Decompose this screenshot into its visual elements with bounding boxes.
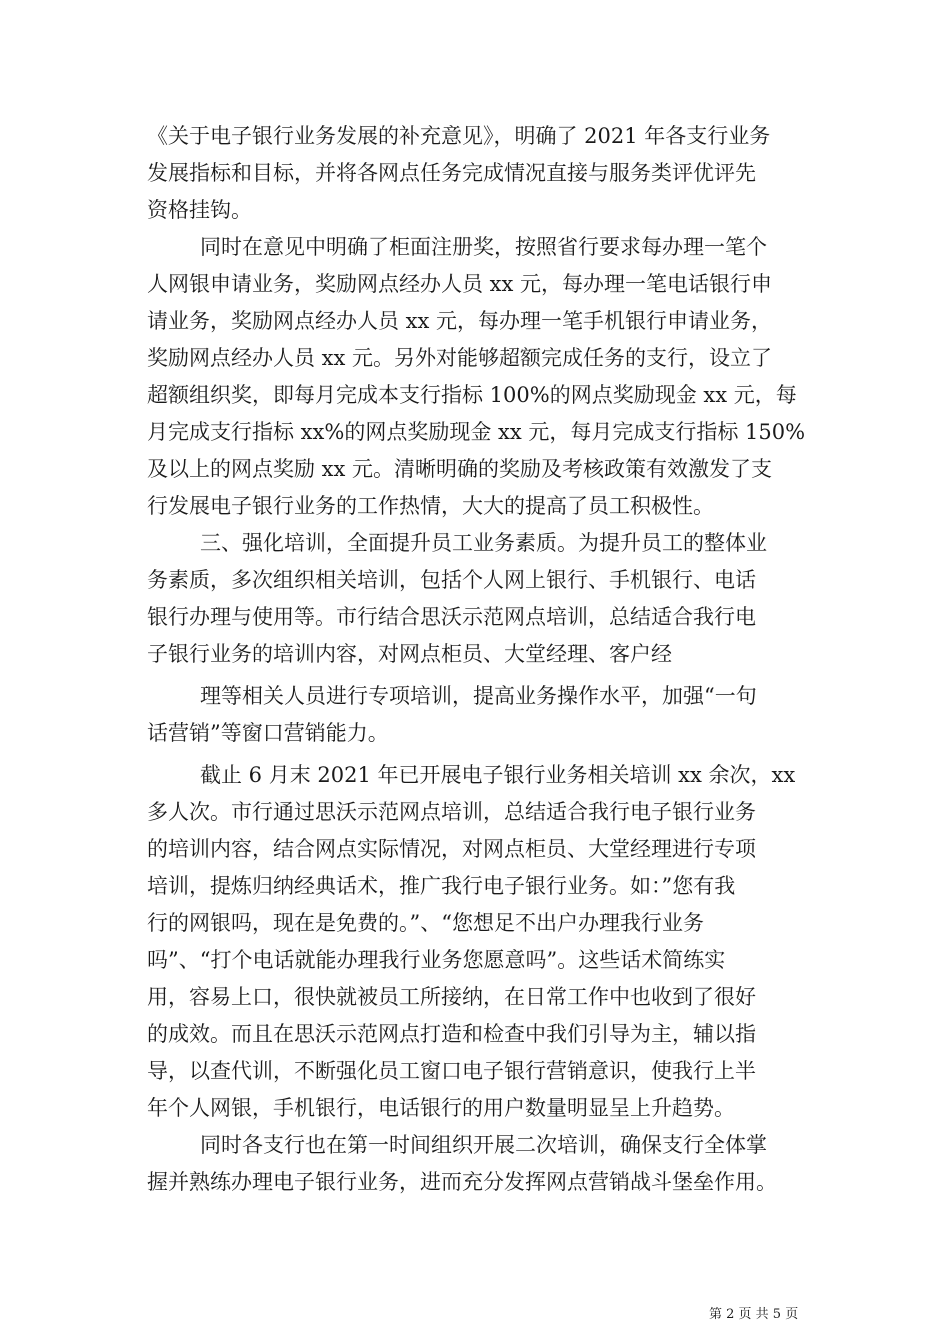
text-line: 吗”、“打个电话就能办理我行业务您愿意吗”。这些话术简练实 — [147, 948, 726, 972]
text-line: 人网银申请业务，奖励网点经办人员 xx 元，每办理一笔电话银行申 — [147, 272, 773, 296]
text-line: 话营销”等窗口营销能力。 — [147, 721, 389, 745]
text-line: 及以上的网点奖励 xx 元。清晰明确的奖励及考核政策有效激发了支 — [147, 457, 773, 481]
paragraph-start-line: 截止 6 月末 2021 年已开展电子银行业务相关培训 xx 余次，xx — [200, 763, 796, 787]
paragraph-start-line: 同时各支行也在第一时间组织开展二次培训，确保支行全体掌 — [200, 1133, 767, 1157]
text-line: 子银行业务的培训内容，对网点柜员、大堂经理、客户经 — [147, 642, 672, 666]
text-line: 超额组织奖，即每月完成本支行指标 100%的网点奖励现金 xx 元，每 — [147, 383, 797, 407]
text-line: 《关于电子银行业务发展的补充意见》，明确了 2021 年各支行业务 — [147, 124, 771, 148]
text-line: 资格挂钩。 — [147, 198, 252, 222]
text-line: 请业务，奖励网点经办人员 xx 元，每办理一笔手机银行申请业务， — [147, 309, 773, 333]
text-line: 握并熟练办理电子银行业务，进而充分发挥网点营销战斗堡垒作用。 — [147, 1170, 777, 1194]
section-heading-line: 三、强化培训，全面提升员工业务素质。为提升员工的整体业 — [200, 531, 767, 555]
text-line: 行的网银吗，现在是免费的。”、“您想足不出户办理我行业务 — [147, 911, 704, 935]
text-line: 务素质，多次组织相关培训，包括个人网上银行、手机银行、电话 — [147, 568, 756, 592]
text-line: 年个人网银，手机银行，电话银行的用户数量明显呈上升趋势。 — [147, 1096, 735, 1120]
text-line: 发展指标和目标，并将各网点任务完成情况直接与服务类评优评先 — [147, 161, 756, 185]
text-line: 的培训内容，结合网点实际情况，对网点柜员、大堂经理进行专项 — [147, 837, 756, 861]
text-line: 银行办理与使用等。市行结合思沃示范网点培训，总结适合我行电 — [147, 605, 756, 629]
text-line: 用，容易上口，很快就被员工所接纳，在日常工作中也收到了很好 — [147, 985, 756, 1009]
text-line: 的成效。而且在思沃示范网点打造和检查中我们引导为主，辅以指 — [147, 1022, 756, 1046]
text-line: 多人次。市行通过思沃示范网点培训，总结适合我行电子银行业务 — [147, 800, 756, 824]
text-line: 培训，提炼归纳经典话术，推广我行电子银行业务。如：”您有我 — [147, 874, 736, 898]
paragraph-start-line: 理等相关人员进行专项培训，提高业务操作水平，加强“一句 — [200, 684, 757, 708]
text-line: 行发展电子银行业务的工作热情，大大的提高了员工积极性。 — [147, 494, 714, 518]
text-line: 奖励网点经办人员 xx 元。另外对能够超额完成任务的支行，设立了 — [147, 346, 773, 370]
page-number-footer: 第 2 页 共 5 页 — [709, 1307, 799, 1322]
paragraph-start-line: 同时在意见中明确了柜面注册奖，按照省行要求每办理一笔个 — [200, 235, 767, 259]
text-line: 导，以查代训，不断强化员工窗口电子银行营销意识，使我行上半 — [147, 1059, 756, 1083]
text-line: 月完成支行指标 xx%的网点奖励现金 xx 元，每月完成支行指标 150% — [147, 420, 806, 444]
